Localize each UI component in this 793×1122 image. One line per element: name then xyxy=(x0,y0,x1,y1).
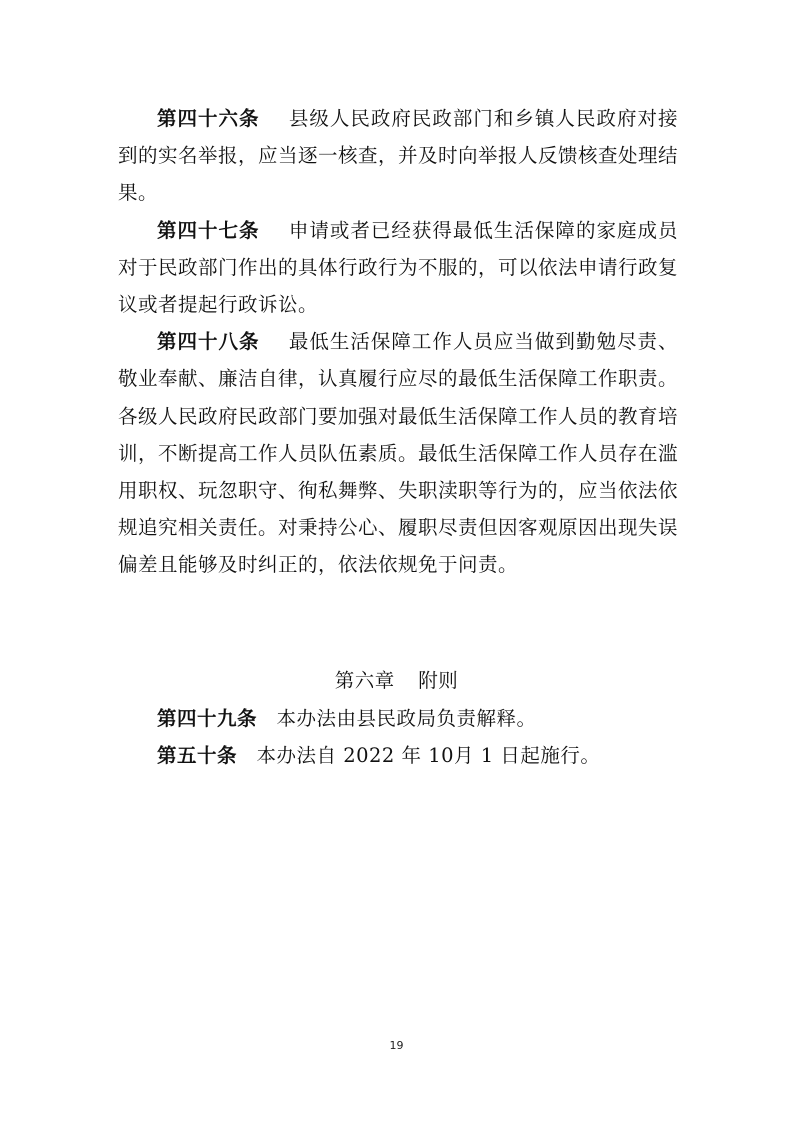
chapter-title: 附则 xyxy=(418,669,459,692)
article-text: 本办法由县民政局负责解释。 xyxy=(276,707,537,730)
article-number: 第四十九条 xyxy=(157,707,258,730)
article-text: 最低生活保障工作人员应当做到勤勉尽责、敬业奉献、廉洁自律，认真履行应尽的最低生活保障工作职责。各级人民政府民政部门要加强对最低生活保障工作人员的教育培训，不断提高工作人员队伍素质。最低生活保障工作人员存在滥用职权、玩忽职守、徇私舞弊、失职渎职等行为的，应当依法依规追究相关责任。对秉持公心、履职尽责但因客观原因出现失误偏差且能够及时纠正的，依法依规免于问责。 xyxy=(118,330,679,577)
chapter-number: 第六章 xyxy=(334,669,395,692)
article-number: 第四十六条 xyxy=(157,107,260,130)
article-list xyxy=(118,100,678,584)
article-number: 第五十条 xyxy=(157,744,238,768)
article-48 xyxy=(118,323,678,583)
article-50 xyxy=(118,737,678,774)
page-number: 19 xyxy=(389,1039,404,1052)
article-47 xyxy=(118,212,678,324)
article-text: 县级人民政府民政部门和乡镇人民政府对接到的实名举报，应当逐一核查，并及时向举报人反馈核查处理结果。 xyxy=(118,107,679,205)
article-49 xyxy=(118,700,678,737)
article-46 xyxy=(118,100,678,212)
article-number: 第四十七条 xyxy=(157,218,260,242)
article-number: 第四十八条 xyxy=(157,330,260,354)
chapter-heading xyxy=(0,662,793,699)
article-text: 本办法自 2022 年 10月 1 日起施行。 xyxy=(256,744,601,768)
supplementary-article-list xyxy=(118,700,678,774)
article-text: 申请或者已经获得最低生活保障的家庭成员对于民政部门作出的具体行政行为不服的，可以依法申请行政复议或者提起行政诉讼。 xyxy=(118,218,679,317)
